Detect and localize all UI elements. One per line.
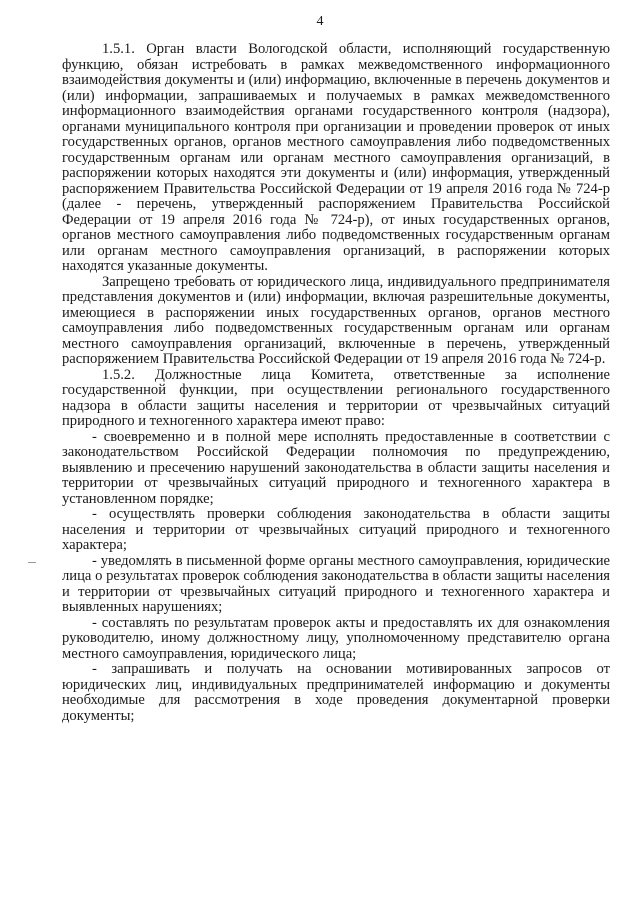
margin-mark: [28, 562, 36, 563]
page-number: 4: [316, 14, 324, 29]
list-item-right-2: - осуществлять проверки соблюдения законодательства в области защиты населения и территории от чрезвычайных ситуаций природного и техногенного характера;: [62, 506, 610, 553]
list-item-right-1: - своевременно и в полной мере исполнять предоставленные в соответствии с законодательством Российской Федерации полномочия по предупреждению, выявлению и пресечению нарушений законодательства в области защиты населения и территории от чрезвычайных ситуаций природного и техногенного характера в установленном порядке;: [62, 428, 610, 507]
paragraph-prohibition: Запрещено требовать от юридического лица, индивидуального предпринимателя представления документов и (или) информации, включая разрешительные документы, имеющиеся в распоряжении иных государственных органов, органов местного самоуправления либо подведомственных государственным органам или органам местного самоуправления организаций, включенные в перечень, утвержденный распоряжением Правительства Российской Федерации от 19 апреля 2016 года № 724-р.: [62, 273, 610, 367]
document-body: [62, 42, 610, 724]
list-item-right-5: - запрашивать и получать на основании мотивированных запросов от юридических лиц, индивидуальных предпринимателей информацию и документы необходимые для рассмотрения в ходе проведения документарной проверки документы;: [62, 661, 610, 724]
list-item-right-4: - составлять по результатам проверок акты и предоставлять их для ознакомления руководителю, иному должностному лицу, уполномоченному представителю органа местного самоуправления, юридического лица;: [62, 614, 610, 662]
paragraph-1-5-2: 1.5.2. Должностные лица Комитета, ответственные за исполнение государственной функции, при осуществлении регионального государственного надзора в области защиты населения и территории от чрезвычайных ситуаций природного и техногенного характера имеют право:: [62, 366, 610, 429]
list-item-right-3: - уведомлять в письменной форме органы местного самоуправления, юридические лица о результатах проверок соблюдения законодательства в области защиты населения и территории от чрезвычайных ситуаций природного и техногенного характера и выявленных нарушениях;: [62, 552, 610, 615]
paragraph-1-5-1: 1.5.1. Орган власти Вологодской области, исполняющий государственную функцию, обязан истребовать в рамках межведомственного информационного взаимодействия документы и (или) информацию, включенные в перечень документов и (или) информации, запрашиваемых и получаемых в рамках межведомственного информационного взаимодействия органами государственного контроля (надзора), органами муниципального контроля при организации и проведении проверок от иных государственных органов, органов местного самоуправления либо подведомственных государственным органам или органам местного самоуправления организаций, в распоряжении которых находятся эти документы и (или) информация, утвержденный распоряжением Правительства Российской Федерации от 19 апреля 2016 года № 724-р (далее - перечень, утвержденный распоряжением Правительства Российской Федерации от 19 апреля 2016 года № 724-р), от иных государственных органов, органов местного самоуправления либо подведомственных государственным органам или органам местного самоуправления организаций, в распоряжении которых находятся указанные документы.: [62, 41, 610, 274]
